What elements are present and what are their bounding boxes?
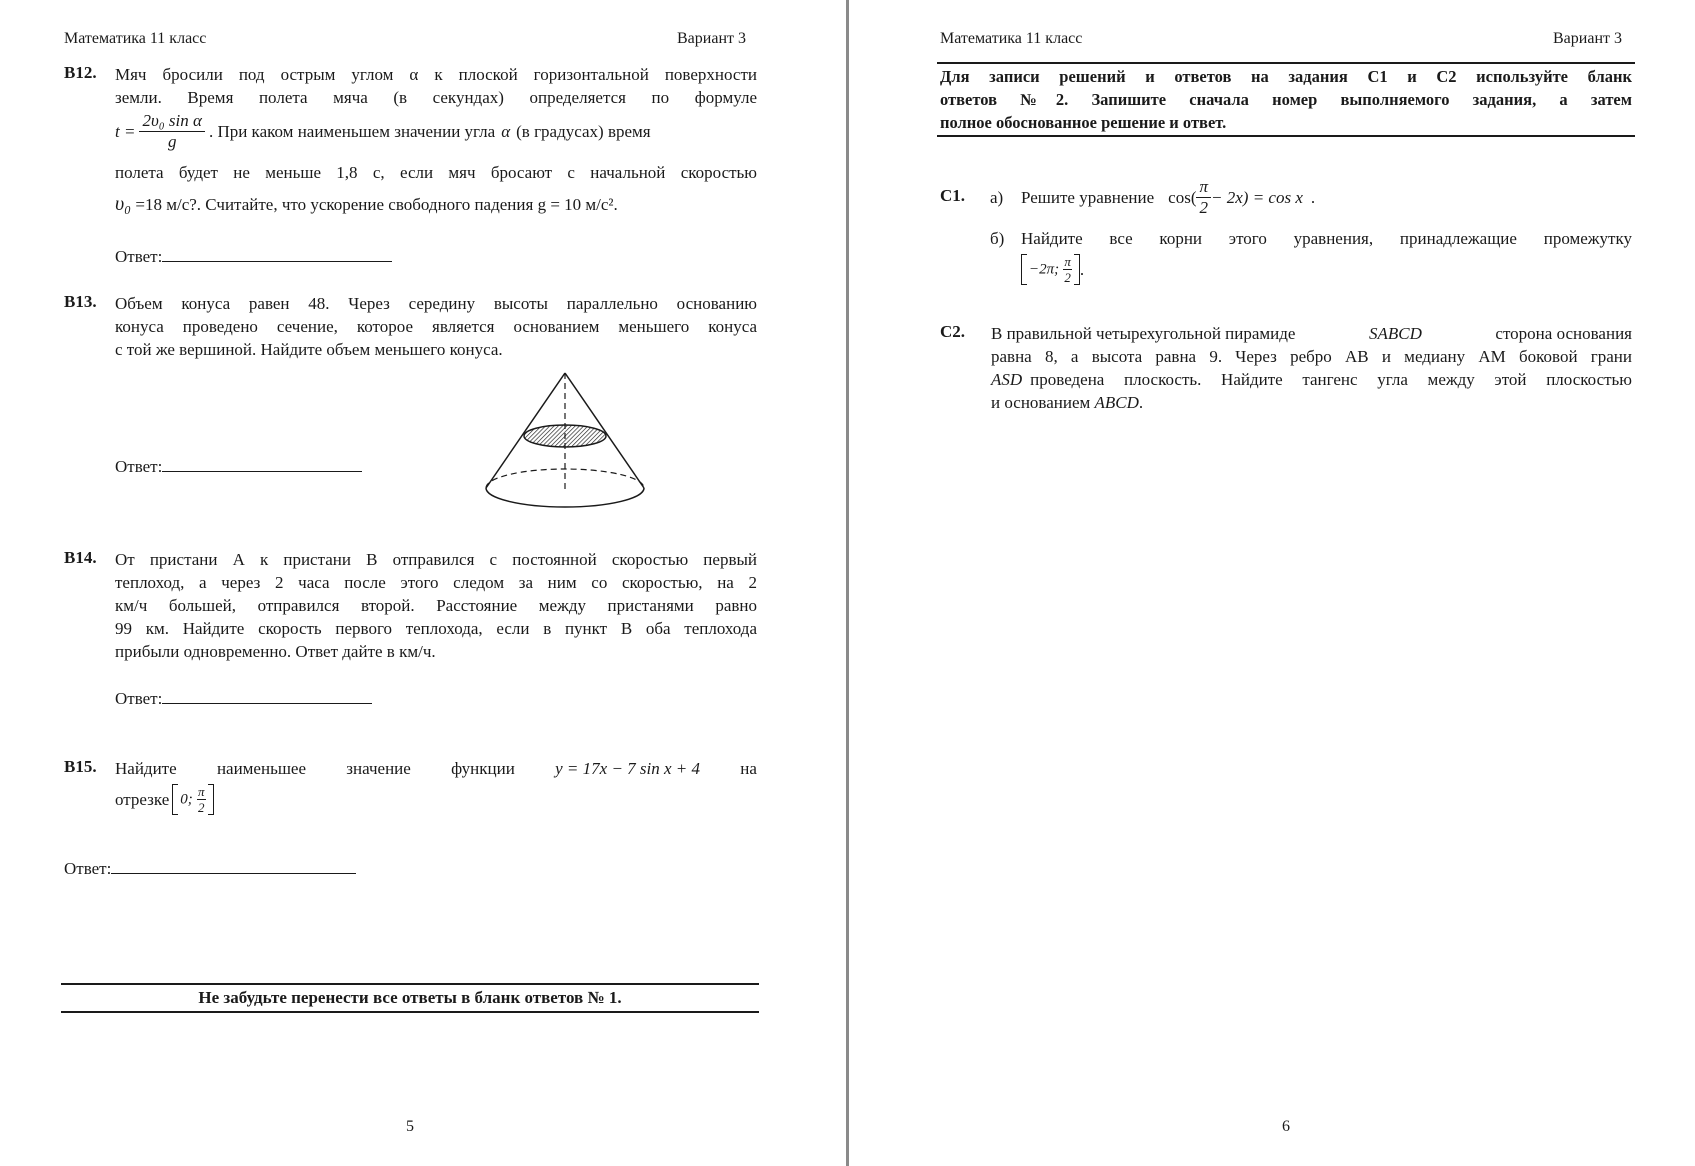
c1-interval-left: −2π; bbox=[1029, 261, 1060, 278]
c2-line1-a: В правильной четырехугольной пирамиде bbox=[991, 324, 1296, 343]
answer-label: Ответ: bbox=[115, 457, 163, 476]
footer-bottom-rule bbox=[61, 1011, 759, 1013]
instructions-line3: полное обоснованное решение и ответ. bbox=[940, 113, 1227, 132]
c1-part-b-text: Найдите все корни этого уравнения, принадлежащие промежутку bbox=[1021, 229, 1632, 248]
header-subject: Математика 11 класс bbox=[64, 30, 207, 47]
formula-line-text: . При каком наименьшем значении угла bbox=[208, 122, 496, 141]
formula-lhs: t = bbox=[115, 122, 136, 141]
header-variant: Вариант 3 bbox=[1553, 30, 1622, 47]
b15-word-3: значение bbox=[346, 759, 411, 778]
task-b14-line5: прибыли одновременно. Ответ дайте в км/ч. bbox=[115, 642, 436, 661]
b15-segment-num: π bbox=[198, 784, 205, 799]
c1-interval-line bbox=[1021, 254, 1084, 285]
task-b12-line2: земли. Время полета мяча (в секундах) определяется по формуле bbox=[115, 88, 757, 107]
instructions-bottom-rule bbox=[937, 135, 1635, 137]
task-b14-label: B14. bbox=[64, 548, 97, 567]
task-b12-label: B12. bbox=[64, 63, 97, 82]
c1-interval-end: . bbox=[1079, 260, 1085, 279]
c2-line1-math: SABCD bbox=[1369, 324, 1422, 343]
task-b12-answer bbox=[115, 245, 392, 267]
page-divider bbox=[846, 0, 849, 1166]
task-b14-line1: От пристани А к пристани В отправился с постоянной скоростью первый bbox=[115, 550, 757, 569]
c1-eq-end: . bbox=[1310, 187, 1316, 207]
b15-word-4: функции bbox=[451, 759, 515, 778]
task-b14-line4: 99 км. Найдите скорость первого теплохода, если в пункт В оба теплохода bbox=[115, 619, 757, 638]
page-number: 5 bbox=[406, 1118, 414, 1135]
c2-line3-math: ASD bbox=[991, 370, 1023, 389]
task-c1-part-a-letter: а) bbox=[990, 188, 1004, 207]
task-b13-answer bbox=[115, 455, 362, 477]
task-b13-line2: конуса проведено сечение, которое является основанием меньшего конуса bbox=[115, 317, 757, 336]
cone-figure bbox=[480, 368, 650, 518]
task-b12-line1: Мяч бросили под острым углом α к плоской горизонтальной поверхности bbox=[115, 65, 757, 84]
formula-fraction bbox=[139, 111, 204, 152]
b15-word-1: Найдите bbox=[115, 759, 177, 778]
task-b14-line2: теплоход, а через 2 часа после этого следом за ним со скоростью, на 2 bbox=[115, 573, 757, 592]
c2-line4-b: . bbox=[1138, 393, 1144, 412]
task-b14-answer bbox=[115, 687, 372, 709]
b15-function: y = 17x − 7 sin x + 4 bbox=[555, 759, 701, 778]
task-c2-line2: равна 8, а высота равна 9. Через ребро AB и медиану AM боковой грани bbox=[991, 347, 1632, 366]
instructions-line2: ответов №2. Запишите сначала номер выполняемого задания, а затем bbox=[940, 90, 1632, 109]
answer-field[interactable] bbox=[111, 857, 356, 874]
task-b13-line1: Объем конуса равен 48. Через середину высоты параллельно основанию bbox=[115, 294, 757, 313]
v0-symbol: υ₀ bbox=[115, 193, 132, 215]
c1-interval bbox=[1021, 254, 1080, 285]
task-c1-label: С1. bbox=[940, 186, 966, 205]
b15-segment-word: отрезке bbox=[115, 790, 170, 809]
c1-eq-den: 2 bbox=[1199, 197, 1208, 217]
footer-note: Не забудьте перенести все ответы в бланк ответов № 1. bbox=[198, 988, 622, 1007]
alpha-symbol: α bbox=[501, 122, 511, 141]
task-c1-part-a bbox=[1021, 172, 1315, 222]
b15-word-5: на bbox=[740, 759, 757, 778]
task-c1-part-b-letter: б) bbox=[990, 229, 1005, 248]
c2-line3-text: проведена плоскость. Найдите тангенс угла между этой плоскостью bbox=[1030, 370, 1632, 389]
task-b15-label: B15. bbox=[64, 757, 97, 776]
c1-part-a-text: Решите уравнение bbox=[1021, 187, 1155, 207]
task-b15-answer bbox=[64, 857, 356, 879]
formula-denominator: g bbox=[167, 132, 177, 151]
b15-segment-den: 2 bbox=[198, 800, 205, 815]
formula-numerator: 2υ₀ sin α bbox=[139, 111, 204, 132]
task-b12-line5 bbox=[115, 193, 765, 216]
instructions-line1: Для записи решений и ответов на задания С1 и С2 используйте бланк bbox=[940, 67, 1632, 86]
page-right bbox=[850, 0, 1695, 1166]
footer-top-rule bbox=[61, 983, 759, 985]
cone-base-front bbox=[486, 488, 644, 507]
answer-field[interactable] bbox=[162, 455, 362, 472]
header-subject: Математика 11 класс bbox=[940, 30, 1083, 47]
instructions-top-rule bbox=[937, 62, 1635, 64]
c1-interval-num: π bbox=[1064, 254, 1071, 269]
c1-eq-fraction bbox=[1196, 177, 1211, 218]
c2-line4-a: и основанием bbox=[991, 393, 1091, 412]
task-c2-label: С2. bbox=[940, 322, 966, 341]
c1-eq-post: − 2x) = cos x bbox=[1211, 187, 1303, 207]
c2-line4-math: ABCD bbox=[1094, 393, 1139, 412]
task-b13-label: B13. bbox=[64, 292, 97, 311]
answer-field[interactable] bbox=[162, 245, 392, 262]
c1-eq-pre: cos( bbox=[1168, 187, 1197, 207]
c2-line1-b: сторона основания bbox=[1495, 324, 1632, 343]
c1-eq-num: π bbox=[1196, 177, 1211, 198]
task-b15-line2 bbox=[115, 784, 214, 815]
task-b12-line5-text: =18 м/с?. Считайте, что ускорение свободного падения g = 10 м/с². bbox=[135, 195, 618, 214]
task-c2-line4 bbox=[991, 391, 1143, 414]
b15-segment bbox=[172, 784, 213, 815]
answer-label: Ответ: bbox=[115, 689, 163, 708]
c1-interval-den: 2 bbox=[1064, 270, 1071, 285]
answer-label: Ответ: bbox=[64, 859, 112, 878]
b15-segment-left: 0; bbox=[180, 791, 193, 808]
task-b12-line4: полета будет не меньше 1,8 с, если мяч бросают с начальной скоростью bbox=[115, 163, 757, 182]
task-b13-line3: с той же вершиной. Найдите объем меньшего конуса. bbox=[115, 340, 503, 359]
c1-interval-fraction bbox=[1063, 254, 1072, 285]
answer-label: Ответ: bbox=[115, 247, 163, 266]
task-c2-line1 bbox=[991, 322, 1632, 345]
task-b12-formula-line bbox=[115, 111, 765, 152]
header-variant: Вариант 3 bbox=[677, 30, 746, 47]
page-left bbox=[0, 0, 846, 1166]
b15-segment-fraction bbox=[197, 784, 206, 815]
b15-word-2: наименьшее bbox=[216, 759, 307, 778]
task-c2-line3 bbox=[991, 368, 1632, 391]
formula-line-end: (в градусах) время bbox=[516, 122, 651, 141]
answer-field[interactable] bbox=[162, 687, 372, 704]
task-b14-line3: км/ч большей, отправился второй. Расстояние между пристанями равно bbox=[115, 596, 757, 615]
page-number: 6 bbox=[1282, 1118, 1290, 1135]
task-b15-line1 bbox=[115, 757, 757, 780]
